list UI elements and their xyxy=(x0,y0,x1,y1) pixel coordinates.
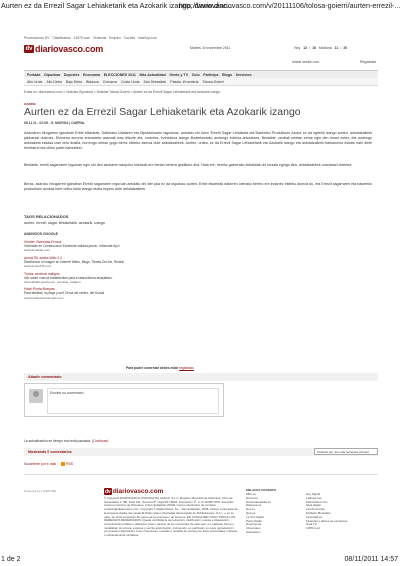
page-counter: 1 de 2 xyxy=(1,556,21,563)
secondary-nav xyxy=(24,78,378,86)
footer-link[interactable]: LaRioja.com xyxy=(306,495,323,500)
weather-value: 11 xyxy=(334,46,339,50)
nav-item[interactable]: Deportes xyxy=(63,72,80,77)
rss-icon[interactable] xyxy=(61,462,65,466)
footer-link[interactable]: 11870.com xyxy=(306,526,321,531)
browser-footer xyxy=(0,554,400,566)
article-paragraph: Beraz, azaroko hirugarren igandean Errezil sagarraren inguruan antolatu ohi den jaia ez da ospatuko aurten. Erbie elkarteak datorren urterako berriro ere indarrez ekiteko asmoa du, eta Errezil sagarraren eta baserriko produktuen azokak bere ohiko tokia izango duela espero dute antolatzaileek. xyxy=(24,182,372,191)
nav-item[interactable]: Gente y TV xyxy=(169,72,189,77)
article-paragraph: Bestalde, ermiti sagarraren inguruan egin ohi den azokaren kanpoko ekintzak ere bertan behera geldituko dira. Hala ere, herriko gainerako ekitaldiak ohi bezala egingo dira, antolatzaileek ohartarazi dutenez. xyxy=(24,163,353,167)
subnav-item[interactable]: Bajo Deba xyxy=(65,79,83,84)
footer-divider xyxy=(24,474,378,475)
register-link[interactable]: registrado xyxy=(179,366,194,370)
ad-title[interactable]: Hotel Punta Monpas xyxy=(24,287,55,292)
register-notice xyxy=(126,366,194,370)
print-date: 08/11/2011 14:57 xyxy=(344,556,398,563)
footer-link[interactable]: ABC.es xyxy=(246,492,256,496)
nav-item[interactable]: Portada xyxy=(27,72,41,77)
footer-link[interactable]: La Voz Digital xyxy=(246,514,264,519)
footer-links-column xyxy=(246,493,306,535)
article-section[interactable]: OARRIA xyxy=(24,102,36,106)
browser-page-title: Aurten ez da Errezil Sagar Lehiaketarik eta Azokarik izango, diariovasc... xyxy=(1,1,233,10)
footer-link[interactable]: Autocasion xyxy=(246,529,261,534)
footer-link[interactable]: Hoy Digital xyxy=(306,492,320,496)
continue-link[interactable]: (Continuar) xyxy=(92,439,109,443)
footer-link[interactable]: DiarioVasco.com xyxy=(306,499,328,504)
register-link[interactable]: Regístrate xyxy=(360,60,377,64)
footer-legal-text: © Copyright DIARIOVASCO.COM DIGITAL VASCA, S.L.U. Registro Mercantil de Gipuzkoa, Libro de Sociedades 1.786, Folio 141, Sección 8ª, Hoja SS-16932, Inscripción 1ª. C.I.F. B20677876. Domicilio social en Camino de Portuetxe, 2 San Sebastián 20018. Correo electrónico de contacto contacto@diariovasco.com. Copyright © Digital Vasca, S.L., San Sebastián, 2008. Incluye contenidos de la empresa citada, del medio El Diario Vasco (Sociedad Vascongada de Publicaciones, S.A.), y, en su caso, de otras empresas del grupo de la empresa o de terceros. EN CUALQUIER CASO TODOS LOS DERECHOS RESERVADOS: Queda prohibida la reproducción, distribución, puesta a disposición, comunicación pública y utilización total o parcial, de los contenidos de esta web, en cualquier forma o modalidad, sin previa, expresa y escrita autorización, incluyendo, en particular, su mera reproducción y/o puesta a disposición como resúmenes, reseñas o revistas de prensa con fines comerciales o directa o indirectamente lucrativos. xyxy=(104,496,238,538)
primary-nav xyxy=(24,70,378,78)
ads-heading: ANUNCIOS GOOGLE xyxy=(24,232,58,236)
footer-link[interactable]: Laverdad.es xyxy=(306,514,322,519)
comments-count-heading: Mostrando 0 comentarios xyxy=(24,448,378,456)
realtime-status xyxy=(24,439,109,443)
footer-links xyxy=(246,488,366,535)
ad-url[interactable]: www.donosTIK.com xyxy=(24,263,52,268)
footer-link[interactable]: elnortedecastilla.es xyxy=(246,499,271,504)
nav-item[interactable]: Blogs xyxy=(222,72,233,77)
footer-link[interactable]: Ideal digital xyxy=(306,503,321,508)
subnav-item[interactable]: San Sebastián xyxy=(143,79,167,84)
comment-input[interactable]: Escribe su comentario xyxy=(47,388,219,414)
logo-text: diariovasco.com xyxy=(35,44,104,54)
subnav-item[interactable]: Comarca xyxy=(102,79,117,84)
top-link[interactable]: miaHoy.com xyxy=(138,36,157,40)
rss-link[interactable]: RSS xyxy=(66,462,73,466)
footer-link[interactable]: HoyCinema xyxy=(246,522,262,527)
subscribe-bar xyxy=(24,462,73,466)
article-byline: 06.11.11 - 02:08 - G. MURGIA | OARRIA. xyxy=(24,121,86,125)
login-bar xyxy=(292,60,376,64)
article-title: Aurten ez da Errezil Sagar Lehiaketarik eta Azokarik izango xyxy=(24,106,301,118)
nav-item[interactable]: Economía xyxy=(82,72,101,77)
realtime-status-text: La actualización en tiempo real está pausada. xyxy=(24,439,92,443)
footer-logo-badge: dv xyxy=(105,488,111,495)
footer-link[interactable]: Guía TV xyxy=(306,522,317,527)
footer-link[interactable]: Infoempleo xyxy=(246,526,261,531)
weather-value: 20 xyxy=(343,46,348,50)
top-link[interactable]: Clasificados xyxy=(52,36,71,40)
ad-url[interactable]: www.hotelpuntamonpas.com xyxy=(24,295,64,300)
subnav-item[interactable]: Bidasoa xyxy=(86,79,99,84)
weather-label-tomorrow: Mañana xyxy=(319,46,332,50)
ad-url[interactable]: www.domibao.com xyxy=(24,248,50,253)
footer-link[interactable]: Las Provincias xyxy=(306,507,325,512)
nav-item[interactable]: ELECCIONES 2011 xyxy=(103,72,136,77)
weather-value: 16 xyxy=(312,46,317,50)
ad-item[interactable] xyxy=(24,287,144,299)
weather-value: 12 xyxy=(303,46,308,50)
sort-select[interactable]: Ordenar por: los más recientes primero xyxy=(314,448,378,455)
breadcrumb: Estás en: diariovasco.com > Noticias Gipuzkoa > Noticias Tolosa-Goierri > Aurten ez da Errezil Sagar Lehiaketarik eta Azokarik izango xyxy=(24,90,221,94)
add-comment-heading: Añadir comentario xyxy=(24,373,378,381)
top-link[interactable]: Promociones DV xyxy=(24,36,50,40)
footer-link[interactable]: Punto Radio xyxy=(246,518,262,523)
current-date: Martes, 8 noviembre 2011 xyxy=(190,46,231,50)
ad-description: Para familias, la playa y surf Cerca del centro, del Kursal xyxy=(24,291,105,296)
footer-logo[interactable] xyxy=(104,488,163,495)
browser-url: http://www.diariovasco.com/v/20111106/tolosa-goierri/aurten-errezil-... xyxy=(179,1,400,10)
ad-description: Info sobre nuevos tratamientos para el astrocitoma anaplásico. xyxy=(24,275,113,280)
nav-item[interactable]: Gipuzkoa xyxy=(43,72,61,77)
nav-item[interactable]: Ocio xyxy=(191,72,200,77)
subnav-item[interactable]: Tolosa-Goierri xyxy=(202,79,225,84)
top-link[interactable]: Coches xyxy=(123,36,136,40)
site-logo[interactable] xyxy=(24,43,103,55)
subnav-item[interactable]: Alto Urola xyxy=(27,79,43,84)
tags-heading: TAGS RELACIONADOS xyxy=(24,214,69,219)
weather-widget[interactable]: Hoy 12 / 16 Mañana 11 / 20 xyxy=(294,46,348,50)
logo-badge: dv xyxy=(25,46,33,52)
tags-list[interactable]: aurten, errezil, sagar, lehiaketarik, azokarik, izango xyxy=(24,221,105,225)
login-link[interactable]: Iniciar sesión con xyxy=(292,60,320,64)
footer-logo-text: diariovasco.com xyxy=(112,488,164,495)
footer-link[interactable]: El Correo xyxy=(246,495,259,500)
subnav-item[interactable]: Alto Deba xyxy=(46,79,62,84)
footer-link[interactable]: El Diario Montañés xyxy=(306,510,331,515)
ad-item[interactable] xyxy=(24,240,144,252)
footer-link[interactable]: Qué.es xyxy=(246,510,256,515)
ad-title[interactable]: donosTIK azoka Web 2.0 xyxy=(24,255,63,260)
web-page xyxy=(24,36,378,548)
top-links xyxy=(24,36,160,40)
ad-description: Viviendas en Construcción Excelente calidad-precio. Infórmate Ayo! xyxy=(24,244,120,249)
weather-label-today: Hoy xyxy=(294,46,301,50)
avatar xyxy=(29,389,43,403)
comment-box xyxy=(24,383,224,417)
footer-links-column xyxy=(306,493,366,535)
subnav-item[interactable]: Pasaia -Errenteria xyxy=(170,79,199,84)
ads-list xyxy=(24,240,144,300)
footer-link[interactable]: Diariosur.es xyxy=(246,503,262,508)
top-link[interactable]: Vivienda xyxy=(93,36,107,40)
nav-item[interactable]: Participa xyxy=(203,72,219,77)
top-link[interactable]: 11870.com xyxy=(73,36,91,40)
ad-title[interactable]: Tumor cerebral maligno xyxy=(24,271,60,276)
footer-links-heading: ENLACES VOCENTO xyxy=(246,488,276,492)
footer-link[interactable]: Hoy.es xyxy=(246,507,255,512)
subnav-item[interactable]: Costa Urola xyxy=(120,79,140,84)
ad-url[interactable]: Clinicaltrials.gov/tumor_cerebral_maligno xyxy=(24,279,81,284)
related-tags xyxy=(24,214,372,225)
google-ads xyxy=(24,232,144,303)
ad-description: Diseñamos tu imagen en Internet Webs, Blogs, Tienda OnLine, Redes! xyxy=(24,259,125,264)
subscribe-email-link[interactable]: Suscribirte por e-mail xyxy=(24,462,57,466)
top-link[interactable]: Empleo xyxy=(109,36,121,40)
ad-title[interactable]: Vender Viviendas Ermua xyxy=(24,240,62,244)
nav-item[interactable]: Más Actualidad xyxy=(139,72,166,77)
ad-item[interactable] xyxy=(24,272,144,284)
ad-item[interactable] xyxy=(24,256,144,268)
powered-by[interactable]: Powered by LIVEFYRE xyxy=(24,489,57,493)
browser-header xyxy=(0,0,400,12)
article-paragraph: Azaroaren hirugarren igandean Erbie elkarteak, Gabiriako Udalaren eta Diputazioaren laguntzaz, antolatu ohi duen 'Errezil Sagar Lehiaketa eta Baserriko Produktuen Azoka' ez da egiterik izango aurten, antolatzaileek jakinarazi dutenez. Ekimena aurrera eramateko arazoak izan dituzte eta, ondorioz, ezinezkoa izango litzatekeelako aurtengo edizioa antolatzea. Bestalde, zenbait urtetan zehar egin den lanari esker, eta aurtengo antolaketa eskasa izan zela ikusita, hurrengo urtean gogo berriz ekiteko asmoa dute antolatzaileek. Aurten, ordea, ez da Errezil Sagar Lehiaketarik eta Azokarik izango eta antolatzaileek barkamena eskatu nahi diete herritarrei eta ohiko parte-hartzaileei. xyxy=(24,131,372,150)
nav-item[interactable]: Servicios xyxy=(235,72,252,77)
register-notice-text: Para poder comentar debes estar xyxy=(126,366,179,370)
footer-link[interactable]: Finanzas y planes de pensiones xyxy=(306,518,348,523)
